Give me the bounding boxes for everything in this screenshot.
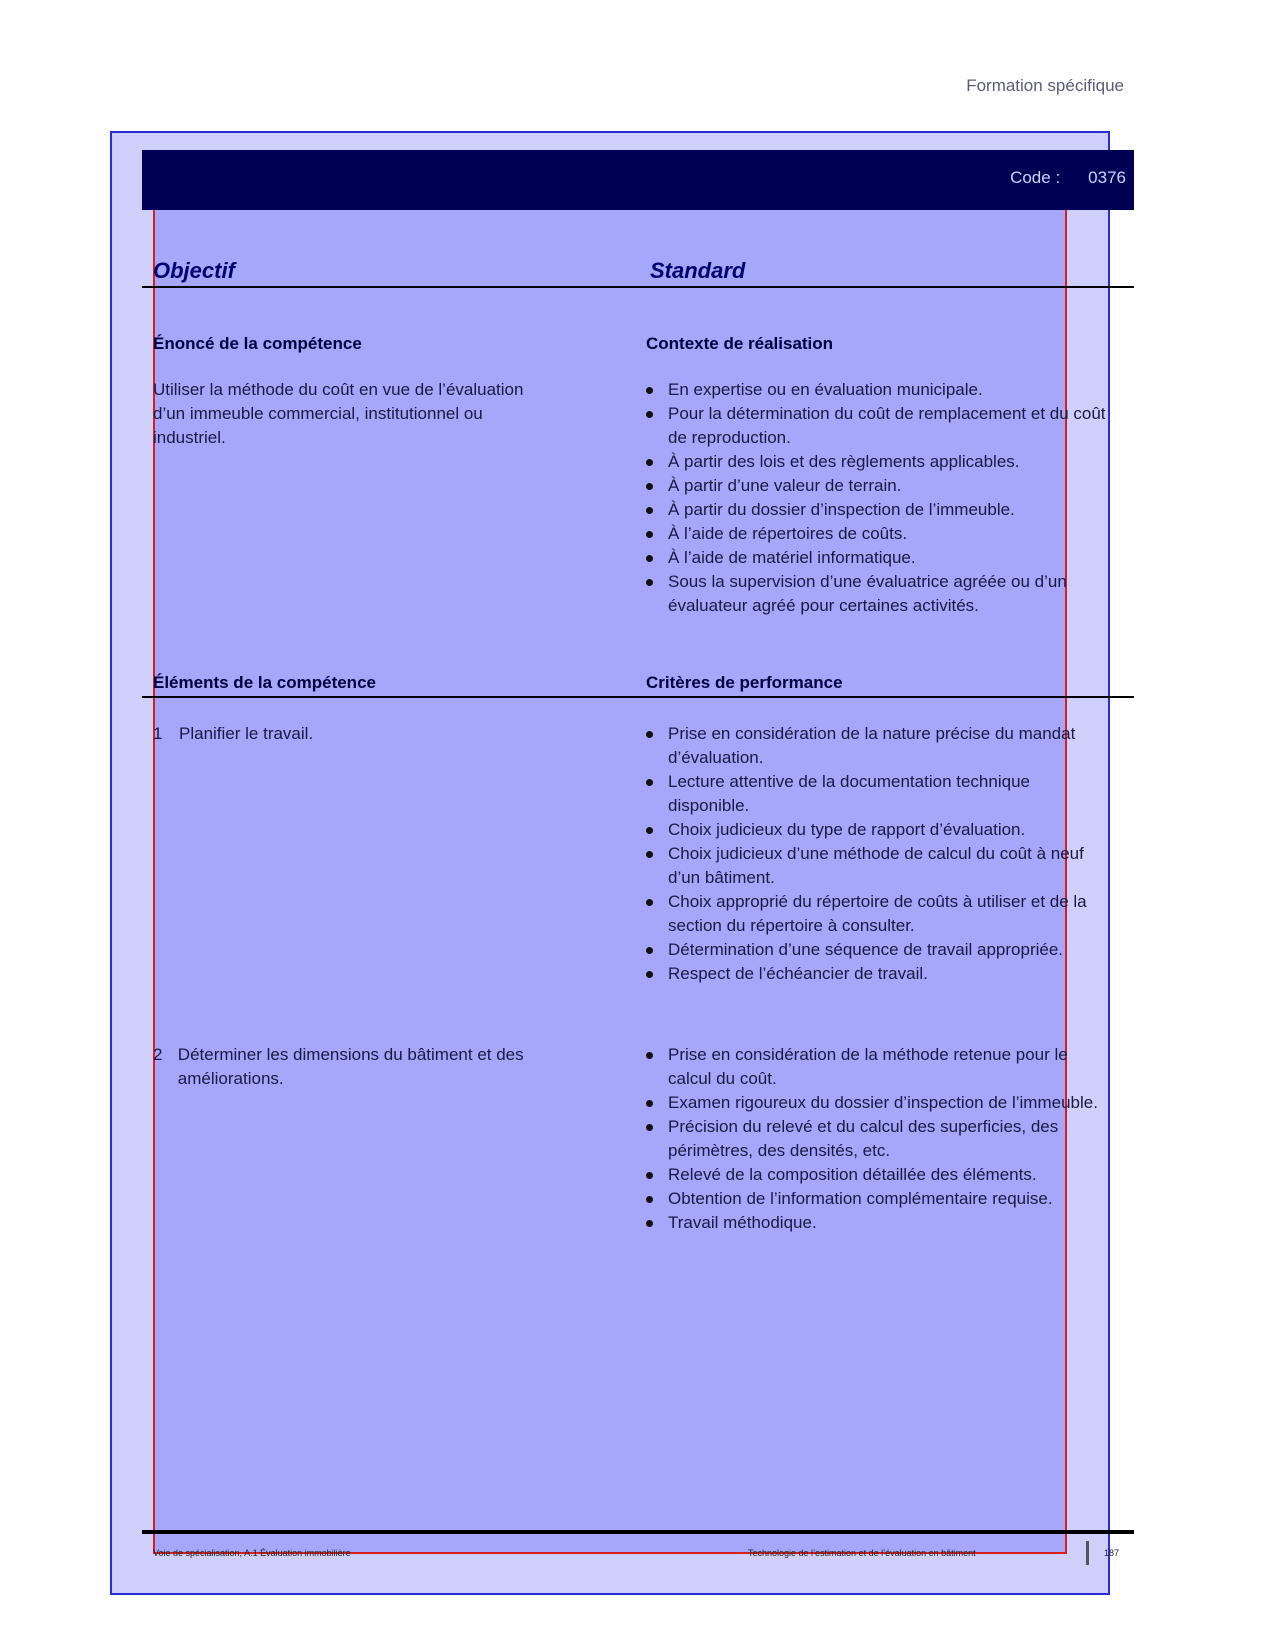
- list-item: Choix judicieux du type de rapport d’évaluation.: [646, 818, 1106, 842]
- elements-rule: [142, 696, 1134, 698]
- code-box: [1010, 168, 1126, 188]
- list-item: À l’aide de matériel informatique.: [646, 546, 1106, 570]
- list-item: En expertise ou en évaluation municipale.: [646, 378, 1106, 402]
- title-rule: [142, 286, 1134, 288]
- list-item: Relevé de la composition détaillée des éléments.: [646, 1163, 1106, 1187]
- list-item: Choix approprié du répertoire de coûts à utiliser et de la section du répertoire à consulter.: [646, 890, 1106, 938]
- list-item: À partir du dossier d’inspection de l’immeuble.: [646, 498, 1106, 522]
- list-item: Détermination d’une séquence de travail appropriée.: [646, 938, 1106, 962]
- competence-heading: Énoncé de la compétence: [153, 334, 362, 353]
- list-item: Examen rigoureux du dossier d’inspection de l’immeuble.: [646, 1091, 1106, 1115]
- list-item: À partir des lois et des règlements applicables.: [646, 450, 1106, 474]
- footer-right: Technologie de l’estimation et de l’évaluation en bâtiment: [748, 1548, 976, 1558]
- list-item: Obtention de l’information complémentaire requise.: [646, 1187, 1106, 1211]
- context-list: [646, 378, 1106, 618]
- list-item: Respect de l’échéancier de travail.: [646, 962, 1106, 986]
- code-bar: [142, 150, 1134, 210]
- footer-left: Voie de spécialisation, A.1 Évaluation immobilière: [153, 1548, 351, 1558]
- list-item: Précision du relevé et du calcul des superficies, des périmètres, des densités, etc.: [646, 1115, 1106, 1163]
- context-heading: Contexte de réalisation: [646, 334, 834, 353]
- section-tag: Formation spécifique: [966, 76, 1124, 95]
- list-item: Choix judicieux d’une méthode de calcul du coût à neuf d’un bâtiment.: [646, 842, 1106, 890]
- competence-statement: Utiliser la méthode du coût en vue de l’évaluation d’un immeuble commercial, institutionnel ou industriel.: [153, 380, 524, 447]
- element-text: Planifier le travail.: [179, 724, 314, 743]
- criteria-list: [646, 722, 1106, 986]
- list-item: Travail méthodique.: [646, 1211, 1106, 1235]
- code-label: Code :: [1010, 168, 1061, 187]
- footer-rule: [142, 1530, 1134, 1534]
- list-item: Prise en considération de la nature précise du mandat d’évaluation.: [646, 722, 1106, 770]
- list-item: À l’aide de répertoires de coûts.: [646, 522, 1106, 546]
- code-value: 0376: [1088, 168, 1126, 187]
- footer-separator: [1086, 1541, 1089, 1565]
- element-text: Déterminer les dimensions du bâtiment et des améliorations.: [177, 1045, 524, 1088]
- objective-title: Objectif: [153, 258, 235, 283]
- criteria-heading: Critères de performance: [646, 673, 843, 692]
- element-row: [153, 722, 613, 746]
- element-number: 2: [153, 1045, 163, 1064]
- element-row: [153, 1043, 613, 1091]
- list-item: Sous la supervision d’une évaluatrice agréée ou d’un évaluateur agréé pour certaines activités.: [646, 570, 1106, 618]
- list-item: Pour la détermination du coût de remplacement et du coût de reproduction.: [646, 402, 1106, 450]
- elements-heading: Éléments de la compétence: [153, 673, 376, 692]
- element-number: 1: [153, 724, 163, 743]
- criteria-list: [646, 1043, 1106, 1235]
- page-number: 187: [1104, 1548, 1120, 1558]
- list-item: À partir d’une valeur de terrain.: [646, 474, 1106, 498]
- standard-title: Standard: [650, 258, 746, 283]
- list-item: Prise en considération de la méthode retenue pour le calcul du coût.: [646, 1043, 1106, 1091]
- list-item: Lecture attentive de la documentation technique disponible.: [646, 770, 1106, 818]
